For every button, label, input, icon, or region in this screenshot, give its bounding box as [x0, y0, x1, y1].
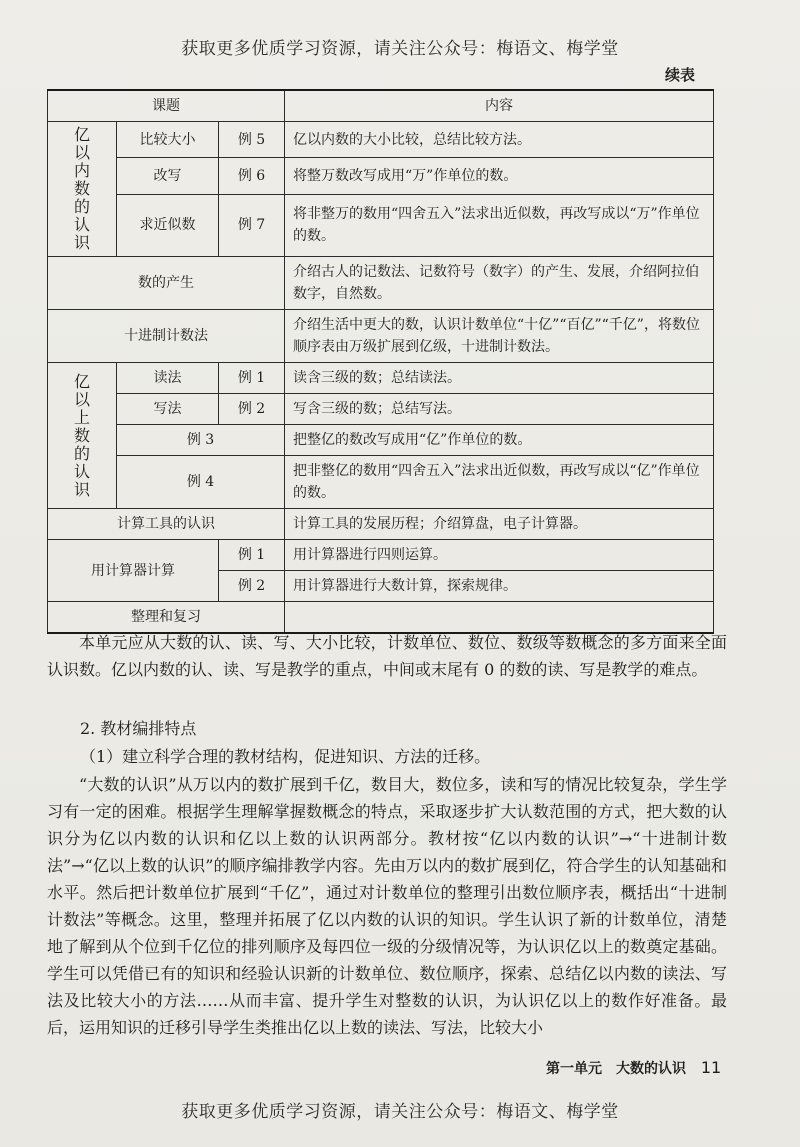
table-row [48, 509, 714, 540]
content-cell: 将整万数改写成用“万”作单位的数。 [285, 158, 714, 194]
header-topic: 课题 [48, 90, 285, 122]
content-cell: 写含三级的数；总结写法。 [285, 394, 714, 425]
watermark-bottom: 获取更多优质学习资源，请关注公众号：梅语文、梅学堂 [181, 1102, 619, 1122]
paragraph-structure: “大数的认识”从万以内的数扩展到千亿，数目大，数位多，读和写的情况比较复杂，学生学习有一定的困难。根据学生理解掌握数概念的特点，采取逐步扩大认数范围的方式，把大数的认识分为亿以内数的认识和亿以上数的认识两部分。教材按“亿以内数的认识”→“十进制计数法”→“亿以上数的认识”的顺序编排教学内容。先由万以内的数扩展到亿，符合学生的认知基础和水平。然后把计数单位扩展到“千亿”，通过对计数单位的整理引出数位顺序表，概括出“十进制计数法”等概念。这里，整理并拓展了亿以内数的认识的知识。学生认识了新的计数单位，清楚地了解到从个位到千亿位的排列顺序及每四位一级的分级情况等，为认识亿以上的数奠定基础。学生可以凭借已有的知识和经验认识新的计数单位、数位顺序，探索、总结亿以内数的读法、写法及比较大小的方法……从而丰富、提升学生对整数的认识，为认识亿以上的数作好准备。最后，运用知识的迁移引导学生类推出亿以上数的读法、写法，比较大小 [47, 775, 727, 1037]
curriculum-table [47, 89, 714, 634]
table-row [48, 310, 714, 363]
topic-cell: 求近似数 [117, 194, 219, 256]
content-cell: 把非整亿的数用“四舍五入”法求出近似数，再改写成以“亿”作单位的数。 [285, 456, 714, 509]
section-heading: 2. 教材编排特点 [80, 719, 197, 738]
example-cell: 例 5 [219, 122, 285, 158]
table-row [48, 425, 714, 456]
content-cell: 把整亿的数改写成用“亿”作单位的数。 [285, 425, 714, 456]
watermark-top: 获取更多优质学习资源，请关注公众号：梅语文、梅学堂 [181, 39, 619, 59]
topic-cell: 数的产生 [48, 257, 285, 310]
example-cell: 例 6 [219, 158, 285, 194]
topic-cell: 整理和复习 [48, 602, 285, 634]
example-cell: 例 2 [219, 571, 285, 602]
content-cell: 计算工具的发展历程；介绍算盘，电子计算器。 [285, 509, 714, 540]
example-cell: 例 2 [219, 394, 285, 425]
table-header-row [48, 90, 714, 122]
topic-cell: 用计算器计算 [48, 540, 219, 602]
table-row [48, 394, 714, 425]
content-cell: 用计算器进行大数计算，探索规律。 [285, 571, 714, 602]
topic-cell: 写法 [117, 394, 219, 425]
subsection-heading: （1）建立科学合理的教材结构，促进知识、方法的迁移。 [80, 747, 491, 766]
group-label-above-100m: 亿 以 上 数 的 认 识 [48, 363, 117, 509]
continued-label: 续表 [665, 66, 696, 84]
topic-cell: 计算工具的认识 [48, 509, 285, 540]
example-cell: 例 7 [219, 194, 285, 256]
table-row [48, 257, 714, 310]
example-cell: 例 3 [117, 425, 285, 456]
paragraph-overview: 本单元应从大数的认、读、写、大小比较，计数单位、数位、数级等数概念的多方面来全面认识数。亿以内数的认、读、写是教学的重点，中间或末尾有 0 的数的读、写是教学的难点。 [47, 633, 727, 679]
group-label-within-100m: 亿 以 内 数 的 认 识 [48, 122, 117, 257]
topic-cell: 比较大小 [117, 122, 219, 158]
content-cell: 介绍古人的记数法、记数符号（数字）的产生、发展，介绍阿拉伯数字，自然数。 [285, 257, 714, 310]
header-content: 内容 [285, 90, 714, 122]
content-cell: 将非整万的数用“四舍五入”法求出近似数，再改写成以“万”作单位的数。 [285, 194, 714, 256]
example-cell: 例 4 [117, 456, 285, 509]
content-cell: 亿以内数的大小比较，总结比较方法。 [285, 122, 714, 158]
table-row [48, 158, 714, 194]
topic-cell: 改写 [117, 158, 219, 194]
table-row [48, 122, 714, 158]
footer-unit-title: 第一单元 大数的认识 [546, 1061, 686, 1077]
content-cell: 读含三级的数；总结读法。 [285, 363, 714, 394]
content-cell: 用计算器进行四则运算。 [285, 540, 714, 571]
table-row [48, 456, 714, 509]
topic-cell: 读法 [117, 363, 219, 394]
page-footer [546, 1058, 721, 1078]
table-row [48, 194, 714, 256]
example-cell: 例 1 [219, 363, 285, 394]
table-row [48, 540, 714, 571]
topic-cell: 十进制计数法 [48, 310, 285, 363]
page-number: 11 [700, 1058, 722, 1077]
table-row [48, 363, 714, 394]
example-cell: 例 1 [219, 540, 285, 571]
content-cell: 介绍生活中更大的数，认识计数单位“十亿”“百亿”“千亿”，将数位顺序表由万级扩展到亿级，十进制计数法。 [285, 310, 714, 363]
